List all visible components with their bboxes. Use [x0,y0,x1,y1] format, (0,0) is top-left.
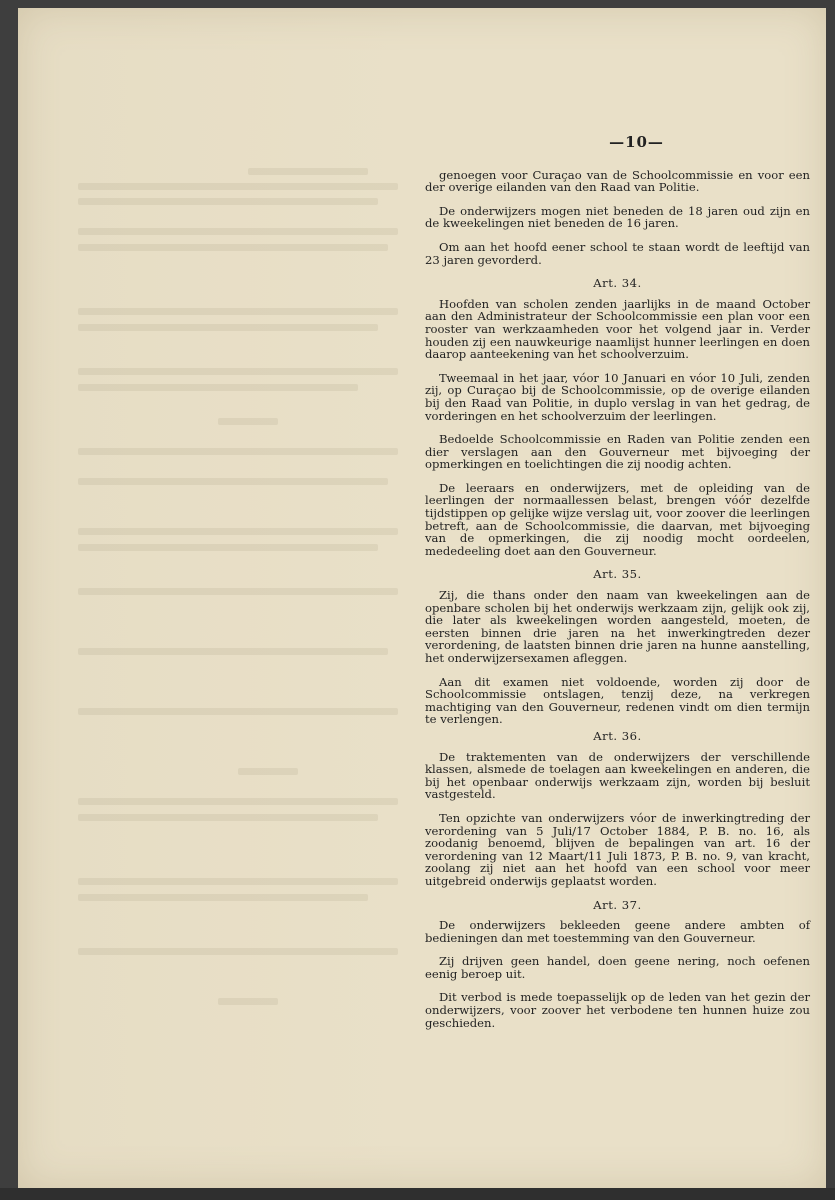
paragraph: Bedoelde Schoolcommissie en Raden van Politie zenden een dier verslagen aan den Gouverneur met bijvoeging der opmerkingen en toelichtingen die zij noodig achten. [425,432,810,472]
paragraph: Zij, die thans onder den naam van kweekelingen aan de openbare scholen bij het onderwijs werkzaam zijn, gelijk ook zij, die later als kweekelingen worden aangesteld, moeten, de eersten binnen drie jaren na het inwerkingtreden dezer verordening, de laatsten binnen drie jaren na hunne aanstelling, het onderwijzersexamen afleggen. [425,588,810,665]
bleed-through-area [18,8,418,1188]
paragraph: De traktementen van de onderwijzers der verschillende klassen, alsmede de toelagen aan kweekelingen en anderen, die bij het openbaar onderwijs werkzaam zijn, worden bij besluit vastgesteld. [425,749,810,802]
paragraph: Ten opzichte van onderwijzers vóor de inwerkingtreding der verordening van 5 Juli/17 October 1884, P. B. no. 16, als zoodanig benoemd, blijven de bepalingen van art. 16 der verordening van 12 Maart/11 Juli 1873, P. B. no. 9, van kracht, zoolang zij niet aan het hoofd van een school voor meer uitgebreid onderwijs geplaatst worden. [425,810,810,888]
paragraph: Tweemaal in het jaar, vóor 10 Januari en vóor 10 Juli, zenden zij, op Curaçao bij de Schoolcommissie, op de overige eilanden bij den Raad van Politie, in duplo verslag in van het gedrag, de vorderingen en het schoolverzuim der leerlingen. [425,370,810,423]
paragraph: De onderwijzers bekleeden geene andere ambten of bedieningen dan met toestemming van den Gouverneur. [425,918,810,945]
scan-border [0,1188,835,1200]
article-heading-37: Art. 37. [593,897,642,912]
text-column [425,133,810,1040]
paragraph: De onderwijzers mogen niet beneden de 18 jaren oud zijn en de kweekelingen niet beneden de 16 jaren. [425,203,810,231]
paragraph: Aan dit examen niet voldoende, worden zij door de Schoolcommissie ontslagen, tenzij deze, na verkregen machtiging van den Gouverneur, redenen vindt om dien termijn te verlengen. [425,674,810,727]
article-heading-36: Art. 36. [593,728,642,743]
document-page [18,8,826,1188]
paragraph: genoegen voor Curaçao van de Schoolcommissie en voor een der overige eilanden van den Raad van Politie. [425,167,810,195]
paragraph: De leeraars en onderwijzers, met de opleiding van de leerlingen der normaallessen belast, brengen vóór dezelfde tijdstippen op gelijke wijze verslag uit, voor zoover die leerlingen betreft, aan de Schoolcommissie, die daarvan, met bijvoeging van de opmerkingen, die zij noodig mocht oordeelen, mededeeling doet aan den Gouverneur. [425,480,810,558]
paragraph: Dit verbod is mede toepasselijk op de leden van het gezin der onderwijzers, voor zoover het verbodene ten hunnen huize zou geschieden. [425,990,810,1030]
paragraph: Zij drijven geen handel, doen geene nering, noch oefenen eenig beroep uit. [425,954,810,981]
article-heading-35: Art. 35. [593,567,642,582]
paragraph: Om aan het hoofd eener school te staan wordt de leeftijd van 23 jaren gevorderd. [425,239,810,267]
article-heading-34: Art. 34. [593,276,642,291]
page-number: —10— [609,133,664,151]
paragraph: Hoofden van scholen zenden jaarlijks in de maand October aan den Administrateur der Schoolcommissie een plan voor een rooster van werkzaamheden voor het volgend jaar in. Verder houden zij een nauwkeurige naamlijst hunner leerlingen en doen daarop aanteekening van het schoolverzuim. [425,296,810,362]
